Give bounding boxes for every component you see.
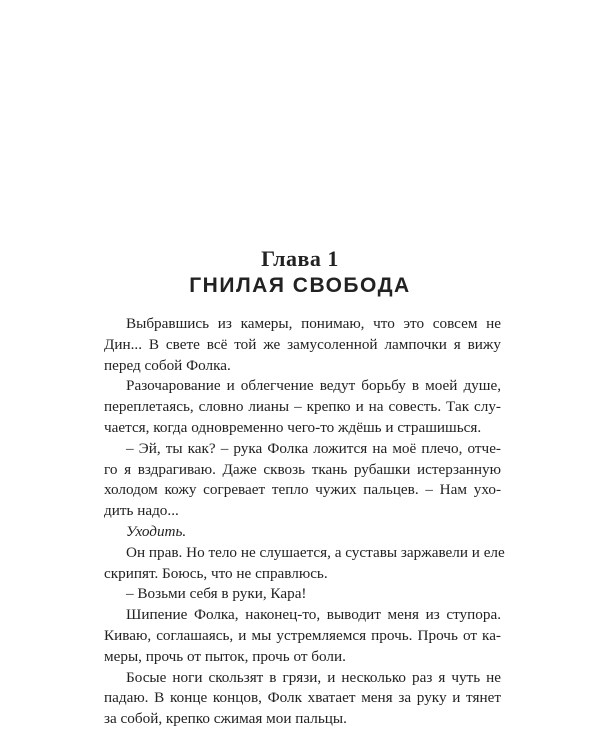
text-line: го я вздрагиваю. Даже сквозь ткань рубашки истерзанную: [104, 460, 501, 478]
text-line: за собой, крепко сжимая мои пальцы.: [104, 710, 347, 728]
text-line: Шипение Фолка, наконец-то, выводит меня из ступора.: [126, 606, 501, 624]
chapter-number: Глава 1: [261, 246, 339, 271]
chapter-title: ГНИЛАЯ СВОБОДА: [189, 274, 411, 297]
text-line: падаю. В конце концов, Фолк хватает меня за руку и тянет: [104, 689, 501, 707]
text-line: Киваю, соглашаясь, и мы устремляемся прочь. Прочь от ка-: [104, 626, 501, 644]
text-line: скрипят. Боюсь, что не справлюсь.: [104, 564, 328, 582]
text-line: Дин... В свете всё той же замусоленной лампочки я вижу: [104, 335, 501, 353]
text-line: Разочарование и облегчение ведут борьбу в моей душе,: [126, 377, 501, 395]
text-line: перед собой Фолка.: [104, 356, 231, 374]
text-line: – Возьми себя в руки, Кара!: [126, 585, 307, 603]
text-line: Выбравшись из камеры, понимаю, что это совсем не: [126, 315, 501, 332]
text-line: Он прав. Но тело не слушается, а суставы заржавели и еле: [126, 543, 505, 561]
chapter-body: [104, 314, 505, 730]
text-line: дить надо...: [104, 502, 179, 520]
text-line-italic: Уходить.: [126, 522, 187, 540]
text-line: холодом кожу согревает тепло чужих пальцев. – Нам ухо-: [104, 481, 501, 499]
text-line: переплетаясь, словно лианы – крепко и на совесть. Так слу-: [104, 398, 501, 416]
text-line: Босые ноги скользят в грязи, и несколько раз я чуть не: [126, 668, 501, 686]
text-line: чается, когда одновременно чего-то ждёшь и страшишься.: [104, 418, 482, 436]
text-line: – Эй, ты как? – рука Фолка ложится на моё плечо, отче-: [126, 439, 501, 457]
text-line: меры, прочь от пыток, прочь от боли.: [104, 647, 346, 665]
